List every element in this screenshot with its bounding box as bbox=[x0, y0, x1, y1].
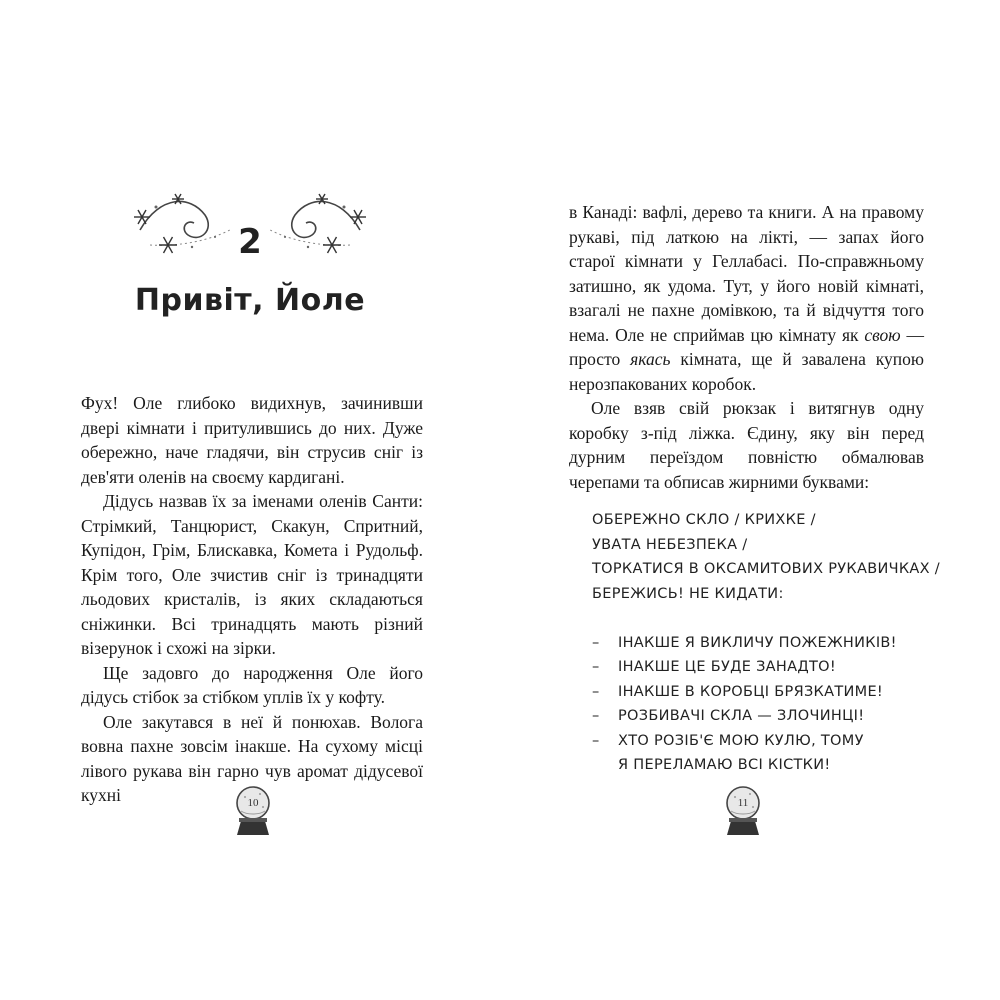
inscription-line: УВАТА НЕБЕЗПЕКА / bbox=[592, 536, 748, 553]
paragraph: в Канаді: вафлі, дерево та книги. А на правому рукаві, під латкою на лікті, — запах його старої кімнати у Геллабасі. По-справжньому затишно, як удома. Тут, у його новій кімнаті, взагалі не пахне домівкою, та й відчуття того нема. Оле не сприймав цю кімнату як свою — просто якась кімната, ще й завалена купою нерозпакованих коробок. bbox=[569, 202, 925, 394]
page-number: 10 bbox=[247, 797, 259, 809]
inscription-item-continuation: Я ПЕРЕЛАМАЮ ВСІ КІСТКИ! bbox=[618, 757, 831, 773]
chapter-number: 2 bbox=[238, 222, 262, 262]
page-number: 11 bbox=[737, 797, 749, 809]
box-inscription bbox=[592, 508, 940, 778]
right-page bbox=[500, 0, 1000, 1000]
right-body-text bbox=[569, 200, 924, 494]
inscription-line: БЕРЕЖИСЬ! НЕ КИДАТИ: bbox=[592, 585, 784, 602]
paragraph: Фух! Оле глибоко видихнув, зачинивши двері кімнати і притулившись до них. Дуже обережно, наче гладячи, він струсив сніг із дев'яти оленів на своєму кардигані. bbox=[81, 393, 423, 487]
inscription-item: – ІНАКШЕ Я ВИКЛИЧУ ПОЖЕЖНИКІВ! bbox=[592, 634, 897, 651]
inscription-item: – ІНАКШЕ ЦЕ БУДЕ ЗАНАДТО! bbox=[592, 659, 836, 675]
paragraph: Оле взяв свій рюкзак і витягнув одну коробку з-під ліжка. Єдину, яку він перед дурним переїздом повністю обмалював черепами та обписав жирними буквами: bbox=[569, 398, 924, 492]
snow-globe-icon bbox=[233, 785, 273, 847]
inscription-item: – ХТО РОЗІБ'Є МОЮ КУЛЮ, ТОМУ bbox=[592, 732, 864, 749]
snow-globe-icon bbox=[723, 785, 763, 847]
paragraph: Оле закутався в неї й понюхав. Волога вовна пахне зовсім інакше. На сухому місці лівого рукава він гарно чув аромат дідусевої кухні bbox=[81, 711, 423, 805]
inscription-line: ОБЕРЕЖНО СКЛО / КРИХКЕ / bbox=[592, 512, 816, 528]
left-body-text bbox=[81, 391, 423, 808]
page-number-globe bbox=[233, 785, 273, 847]
inscription-item: – ІНАКШЕ В КОРОБЦІ БРЯЗКАТИМЕ! bbox=[592, 683, 884, 700]
page-number-globe bbox=[723, 785, 763, 847]
inscription-line: ТОРКАТИСЯ В ОКСАМИТОВИХ РУКАВИЧКАХ / bbox=[592, 561, 940, 577]
chapter-title: Привіт, Йоле bbox=[134, 283, 366, 318]
inscription-item: – РОЗБИВАЧІ СКЛА — ЗЛОЧИНЦІ! bbox=[592, 708, 865, 724]
paragraph: Дідусь назвав їх за іменами оленів Санти: Стрімкий, Танцюрист, Скакун, Спритний, Купідон, Грім, Блискавка, Комета і Рудольф. Крім того, Оле зчистив сніг із тринадцяти льодових кристалів, із яких складаються сніжинки. Всі тринадцять мають різний візерунок і схожі на зірки. bbox=[81, 491, 423, 658]
paragraph: Ще задовго до народження Оле його дідусь стібок за стібком уплів їх у кофту. bbox=[81, 662, 423, 707]
